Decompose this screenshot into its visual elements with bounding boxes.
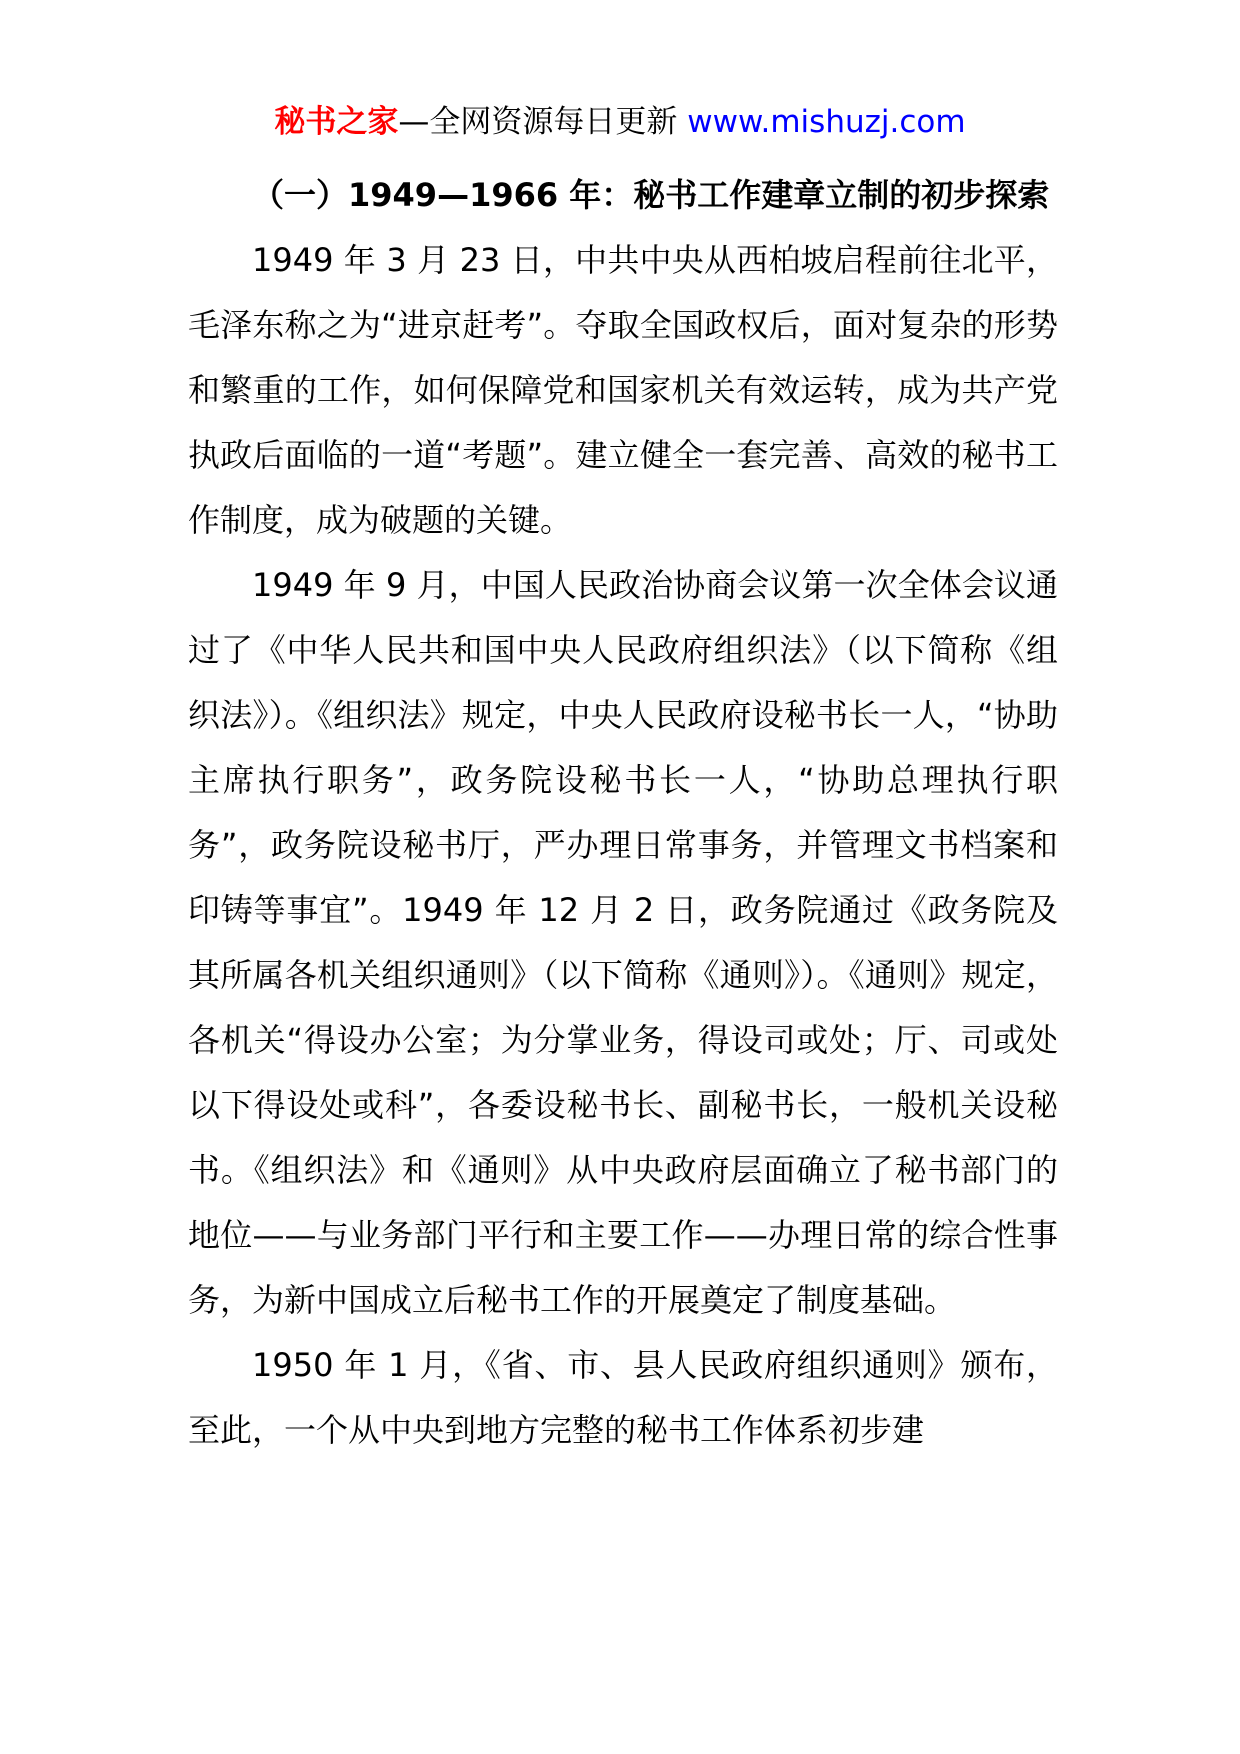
paragraph-1: 1949 年 3 月 23 日，中共中央从西柏坡启程前往北平，毛泽东称之为“进京赶考”。夺取全国政权后，面对复杂的形势和繁重的工作，如何保障党和国家机关有效运转，成为共产党执政后面临的一道“考题”。建立健全一套完善、高效的秘书工作制度，成为破题的关键。 (188, 241, 1058, 539)
header-tagline: —全网资源每日更新 (398, 104, 678, 140)
document-body (188, 163, 1058, 1463)
section-heading: （一）1949—1966 年：秘书工作建章立制的初步探索 (252, 176, 1050, 214)
paragraph-2: 1949 年 9 月，中国人民政治协商会议第一次全体会议通过了《中华人民共和国中央人民政府组织法》（以下简称《组织法》）。《组织法》规定，中央人民政府设秘书长一人，“协助主席执行职务”，政务院设秘书长一人，“协助总理执行职务”，政务院设秘书厅，严办理日常事务，并管理文书档案和印铸等事宜”。1949 年 12 月 2 日，政务院通过《政务院及其所属各机关组织通则》（以下简称《通则》）。《通则》规定，各机关“得设办公室；为分掌业务，得设司或处；厅、司或处以下得设处或科”，各委设秘书长、副秘书长，一般机关设秘书。《组织法》和《通则》从中央政府层面确立了秘书部门的地位——与业务部门平行和主要工作——办理日常的综合性事务，为新中国成立后秘书工作的开展奠定了制度基础。 (188, 566, 1058, 1319)
paragraph-3: 1950 年 1 月，《省、市、县人民政府组织通则》颁布，至此，一个从中央到地方完整的秘书工作体系初步建 (188, 1346, 1058, 1449)
page-header (0, 100, 1240, 144)
header-brand: 秘书之家 (274, 104, 399, 140)
header-url-link[interactable]: www.mishuzj.com (687, 104, 966, 140)
